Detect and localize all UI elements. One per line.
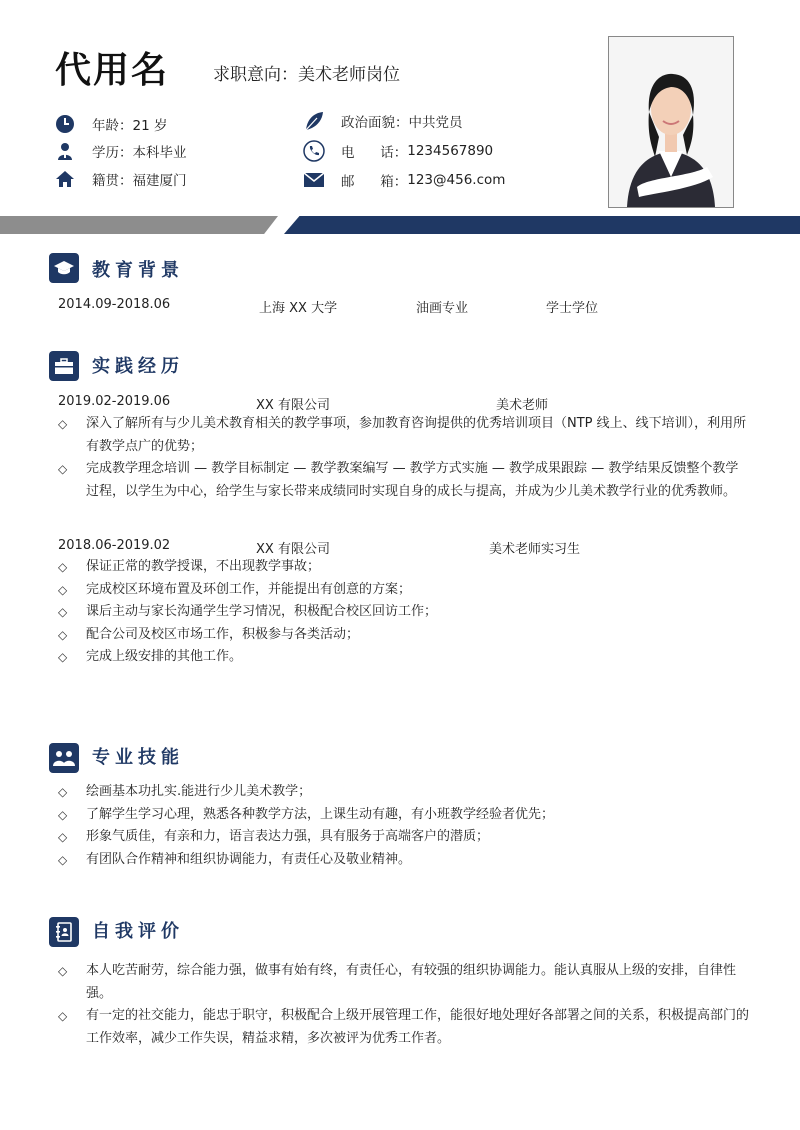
graduation-cap-icon: [49, 253, 79, 283]
leaf-icon: [303, 110, 325, 132]
list-item: ◇ 本人吃苦耐劳，综合能力强，做事有始有终，有责任心，有较强的组织协调能力。能认真服从上级的安排，自律性强。: [58, 963, 737, 1001]
info-education: 学历： 本科毕业: [54, 140, 187, 162]
job2-bullets: [58, 556, 748, 669]
briefcase-icon: [49, 351, 79, 381]
resume-name: 代用名: [55, 50, 170, 91]
list-item: ◇ 了解学生学习心理，熟悉各种教学方法，上课生动有趣，有小班教学经验者优先；: [58, 806, 555, 822]
education-major: 油画专业: [416, 301, 469, 316]
list-item: ◇ 形象气质佳，有亲和力，语言表达力强，具有服务于高端客户的潜质；: [58, 829, 490, 844]
notebook-icon: [49, 917, 79, 947]
divider-bar-navy: [284, 216, 800, 234]
list-item: ◇ 保证正常的教学授课，不出现教学事故；: [58, 559, 321, 574]
job2-role: 美术老师实习生: [489, 542, 581, 557]
education-school: 上海 XX 大学: [259, 301, 338, 316]
section-title-practice: 实践经历: [92, 356, 184, 377]
job-intent-label: 求职意向：: [213, 65, 298, 85]
list-item: ◇ 配合公司及校区市场工作，积极参与各类活动；: [58, 626, 360, 642]
job1-company: XX 有限公司: [256, 398, 330, 413]
job1-bullets: [58, 413, 748, 503]
education-period: 2014.09-2018.06: [58, 297, 171, 312]
profile-photo: [608, 36, 734, 208]
info-hometown: 籍贯： 福建厦门: [54, 168, 187, 190]
divider-bar-gray: [0, 216, 278, 234]
clock-icon: [54, 113, 76, 135]
list-item: ◇ 完成上级安排的其他工作。: [58, 649, 243, 664]
section-title-self-eval: 自我评价: [92, 921, 184, 942]
job-intent-value: 美术老师岗位: [298, 65, 400, 85]
list-item: ◇ 有一定的社交能力，能忠于职守，积极配合上级开展管理工作，能很好地处理好各部署之间的关系，积极提高部门的工作效率，减少工作失误，精益求精，多次被评为优秀工作者。: [58, 1008, 750, 1046]
home-icon: [54, 168, 76, 190]
info-phone: 电 话： 1234567890: [303, 140, 493, 162]
list-item: ◇ 完成教学理念培训 — 教学目标制定 — 教学教案编写 — 教学方式实施 — 教学成果跟踪 — 教学结果反馈整个教学过程，以学生为中心，给学生与家长带来成绩同时实现自身的成长与提高，并成为少儿美术教学行业的优秀教师。: [58, 461, 739, 499]
list-item: ◇ 深入了解所有与少儿美术教育相关的教学事项，参加教育咨询提供的优秀培训项目（NTP 线上、线下培训），利用所有教学点广的优势；: [58, 416, 747, 454]
phone-icon: [303, 140, 325, 162]
section-title-skills: 专业技能: [92, 747, 184, 768]
job1-period: 2019.02-2019.06: [58, 394, 171, 409]
job2-company: XX 有限公司: [256, 542, 330, 557]
person-icon: [54, 140, 76, 162]
job-intent: [213, 60, 400, 85]
mail-icon: [303, 169, 325, 191]
job2-period: 2018.06-2019.02: [58, 538, 171, 553]
list-item: ◇ 绘画基本功扎实.能进行少儿美术教学；: [58, 784, 312, 799]
job1-role: 美术老师: [496, 398, 549, 413]
info-politics: 政治面貌： 中共党员: [303, 110, 463, 132]
info-age: 年龄： 21 岁: [54, 113, 167, 135]
info-email: 邮 箱： 123@456.com: [303, 169, 505, 191]
list-item: ◇ 完成校区环境布置及环创工作，并能提出有创意的方案；: [58, 581, 412, 597]
list-item: ◇ 课后主动与家长沟通学生学习情况，积极配合校区回访工作；: [58, 604, 438, 619]
skills-bullets: [58, 781, 748, 871]
team-icon: [49, 743, 79, 773]
self-eval-bullets: [58, 960, 756, 1050]
section-title-education: 教育背景: [92, 260, 184, 281]
list-item: ◇ 有团队合作精神和组织协调能力，有责任心及敬业精神。: [58, 851, 412, 867]
education-degree: 学士学位: [546, 301, 599, 316]
